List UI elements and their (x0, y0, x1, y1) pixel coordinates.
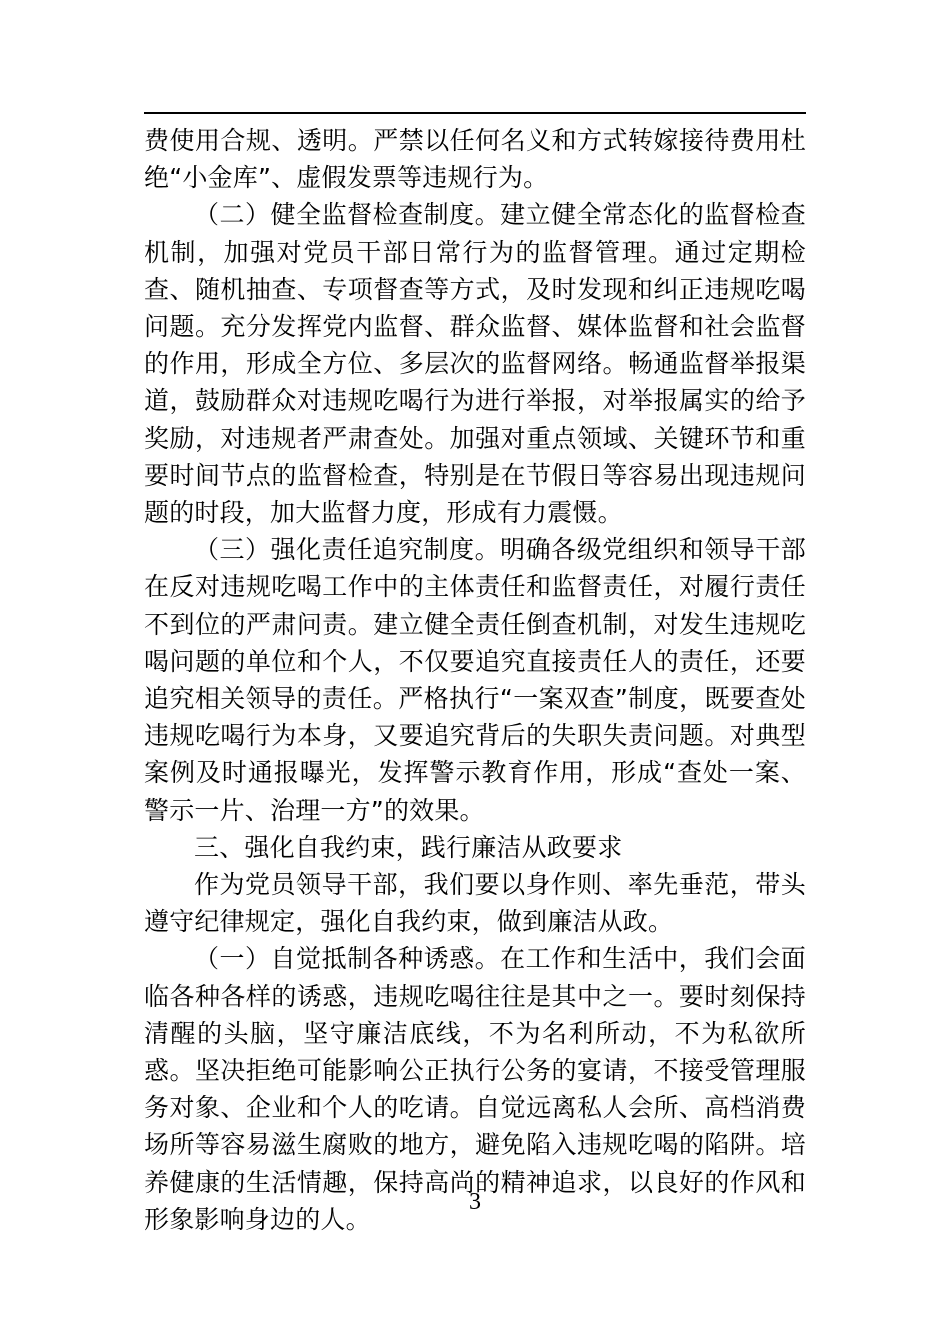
page-number: 3 (469, 1189, 481, 1215)
paragraph-section-intro: 作为党员领导干部，我们要以身作则、率先垂范，带头遵守纪律规定，强化自我约束，做到廉洁从政。 (144, 870, 806, 937)
header-rule (144, 112, 806, 114)
paragraph-continuation: 费使用合规、透明。严禁以任何名义和方式转嫁接待费用杜绝“小金库”、虚假发票等违规行为。 (144, 126, 806, 193)
paragraph-accountability-system: （三）强化责任追究制度。明确各级党组织和领导干部在反对违规吃喝工作中的主体责任和监督责任，对履行责任不到位的严肃问责。建立健全责任倒查机制，对发生违规吃喝问题的单位和个人，不仅要追究直接责任人的责任，还要追究相关领导的责任。严格执行“一案双查”制度，既要查处违规吃喝行为本身，又要追究背后的失职失责问题。对典型案例及时通报曝光，发挥警示教育作用，形成“查处一案、警示一片、治理一方”的效果。 (144, 535, 806, 825)
section-heading: 三、强化自我约束，践行廉洁从政要求 (194, 832, 623, 862)
paragraph-resist-temptation: （一）自觉抵制各种诱惑。在工作和生活中，我们会面临各种各样的诱惑，违规吃喝往往是其中之一。要时刻保持清醒的头脑，坚守廉洁底线，不为名利所动，不为私欲所惑。坚决拒绝可能影响公正执行公务的宴请，不接受管理服务对象、企业和个人的吃请。自觉远离私人会所、高档消费场所等容易滋生腐败的地方，避免陷入违规吃喝的陷阱。培养健康的生活情趣，保持高尚的精神追求，以良好的作风和形象影响身边的人。 (144, 944, 806, 1234)
document-body (144, 122, 806, 1238)
paragraph-supervision-system: （二）健全监督检查制度。建立健全常态化的监督检查机制，加强对党员干部日常行为的监督管理。通过定期检查、随机抽查、专项督查等方式，及时发现和纠正违规吃喝问题。充分发挥党内监督、群众监督、媒体监督和社会监督的作用，形成全方位、多层次的监督网络。畅通监督举报渠道，鼓励群众对违规吃喝行为进行举报，对举报属实的给予奖励，对违规者严肃查处。加强对重点领域、关键环节和重要时间节点的监督检查，特别是在节假日等容易出现违规问题的时段，加大监督力度，形成有力震慑。 (144, 200, 806, 528)
